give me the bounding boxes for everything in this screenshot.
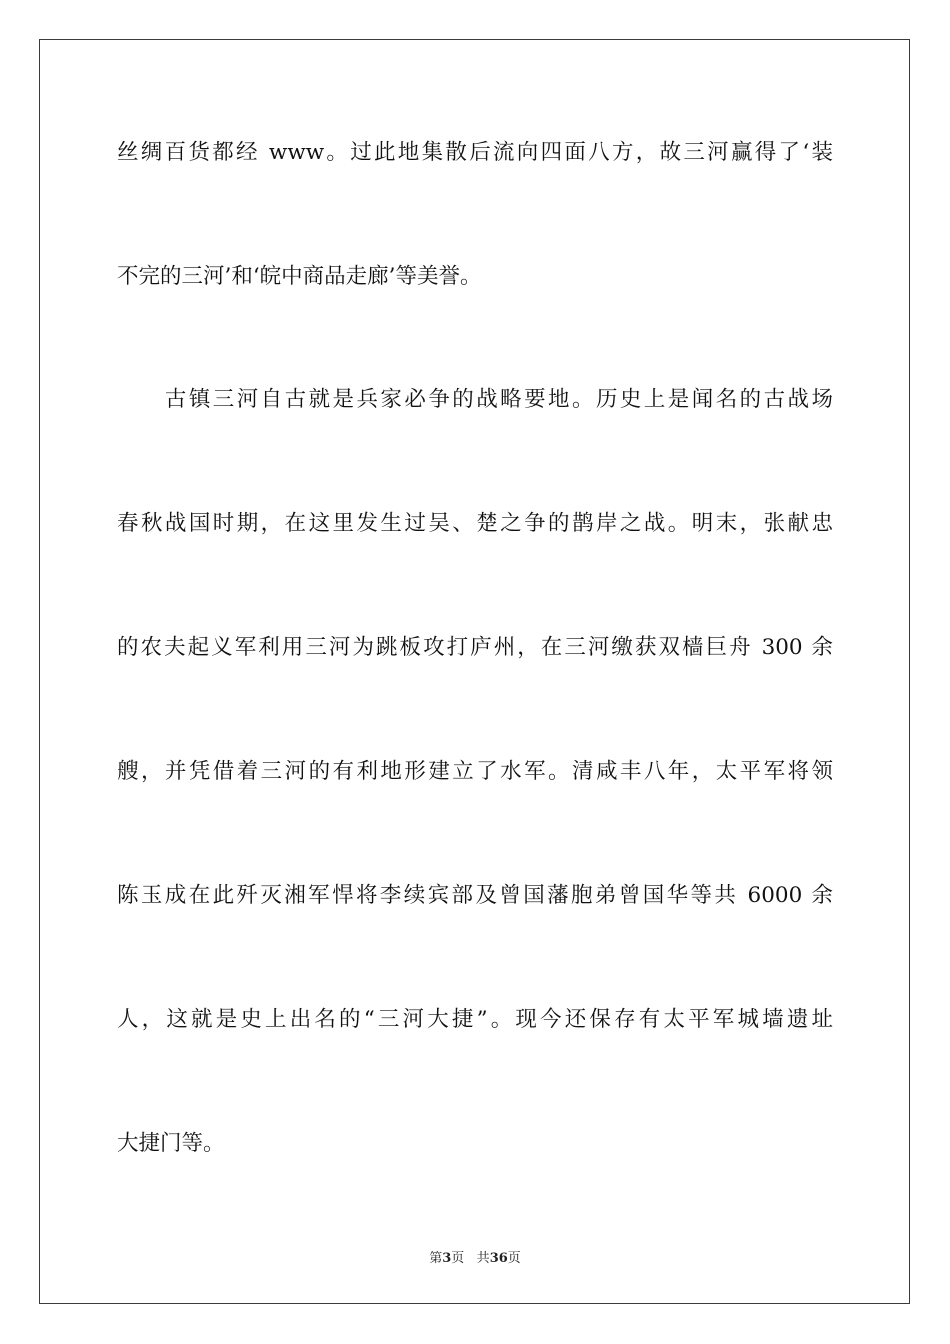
text-line-7: 陈玉成在此歼灭湘军悍将李续宾部及曾国藩胞弟曾国华等共 6000 余 <box>117 883 833 908</box>
footer-page-prefix: 第 <box>429 1251 443 1266</box>
text-line-2: 不完的三河’和‘皖中商品走廊’等美誉。 <box>117 264 482 289</box>
page-footer <box>0 1247 950 1266</box>
footer-total-suffix: 页 <box>507 1251 521 1266</box>
footer-page-suffix: 页 <box>451 1251 465 1266</box>
text-line-8: 人，这就是史上出名的“三河大捷”。现今还保存有太平军城墙遗址 <box>117 1007 833 1032</box>
text-line-1: 丝绸百货都经 www。过此地集散后流向四面八方，故三河赢得了‘装 <box>117 140 833 165</box>
text-line-3: 古镇三河自古就是兵家必争的战略要地。历史上是闻名的古战场 <box>117 387 833 412</box>
footer-page-number: 3 <box>442 1251 452 1266</box>
page-frame <box>39 39 910 1304</box>
text-line-9: 大捷门等。 <box>117 1131 225 1156</box>
text-line-6: 艘，并凭借着三河的有利地形建立了水军。清咸丰八年，太平军将领 <box>117 759 833 784</box>
text-line-4: 春秋战国时期，在这里发生过吴、楚之争的鹊岸之战。明末，张献忠 <box>117 511 833 536</box>
text-line-5: 的农夫起义军利用三河为跳板攻打庐州，在三河缴获双樯巨舟 300 余 <box>117 635 833 660</box>
footer-total-prefix: 共 <box>476 1251 490 1266</box>
footer-total-pages: 36 <box>489 1251 508 1266</box>
